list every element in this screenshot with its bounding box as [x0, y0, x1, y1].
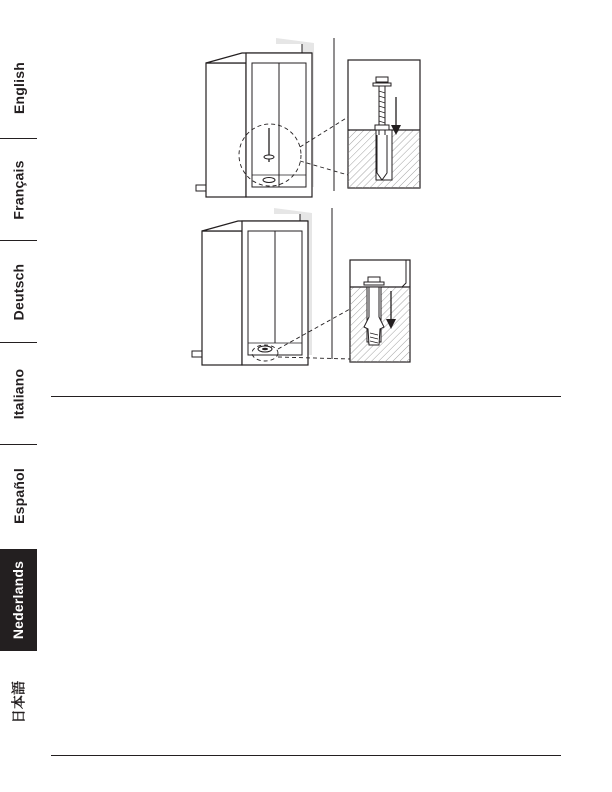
language-tabs: [0, 37, 37, 754]
section-divider-top: [51, 396, 561, 397]
tab-english-label: English: [10, 62, 27, 114]
tab-nederlands-label: Nederlands: [10, 560, 27, 640]
cabinet-side: [202, 231, 242, 365]
tab-japanese[interactable]: [0, 651, 37, 753]
tab-deutsch-label: Deutsch: [10, 263, 27, 321]
cabinet-anchor-insert-figure: [190, 35, 430, 205]
tab-francais[interactable]: [0, 139, 37, 241]
tab-deutsch[interactable]: [0, 241, 37, 343]
cable: [192, 351, 202, 357]
tab-nederlands[interactable]: [0, 549, 37, 651]
bolt-washer: [264, 155, 274, 159]
tab-japanese-label: 日本語: [10, 680, 27, 724]
bolt-head: [262, 348, 268, 351]
cabinet-anchor-tighten-figure: [188, 205, 428, 375]
tab-francais-label: Français: [10, 160, 27, 220]
tab-espanol-label: Español: [10, 468, 27, 524]
detail-bolt-head: [368, 277, 380, 282]
detail-bolt-head: [376, 77, 388, 82]
detail-bolt-washer: [364, 282, 384, 285]
section-divider-bottom: [51, 755, 561, 756]
cabinet-side: [206, 63, 246, 197]
tab-italiano-label: Italiano: [10, 368, 27, 420]
tab-english[interactable]: [0, 37, 37, 139]
detail-anchor-sleeve: [377, 135, 387, 180]
cable: [196, 185, 206, 191]
tab-espanol[interactable]: [0, 445, 37, 547]
detail-nut: [375, 125, 389, 130]
tab-italiano[interactable]: [0, 343, 37, 445]
